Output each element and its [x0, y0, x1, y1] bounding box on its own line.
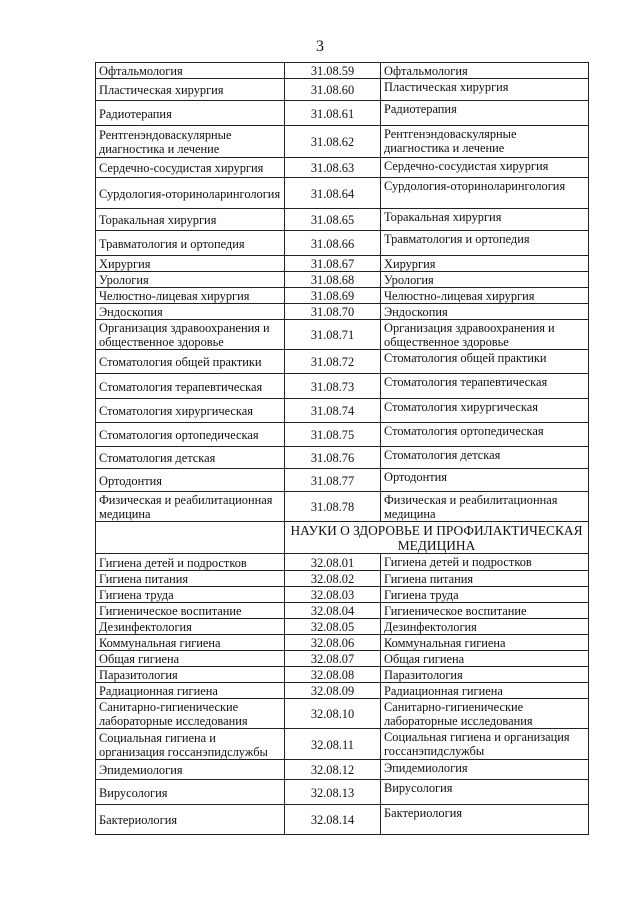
table-row	[96, 288, 589, 304]
code-cell: 31.08.74	[285, 399, 381, 423]
table-row	[96, 423, 589, 447]
table-row	[96, 571, 589, 587]
specialty-name-cell: Гигиена питания	[381, 571, 589, 587]
code-cell: 32.08.08	[285, 667, 381, 683]
specialty-name-cell: Радиотерапия	[381, 101, 589, 126]
table-row	[96, 469, 589, 492]
specialty-name-cell: Стоматология общей практики	[96, 350, 285, 374]
table-row	[96, 350, 589, 374]
specialty-name-cell: Радиационная гигиена	[96, 683, 285, 699]
code-cell: 31.08.64	[285, 178, 381, 209]
table-row	[96, 651, 589, 667]
table-row	[96, 79, 589, 101]
table-row	[96, 729, 589, 760]
specialty-name-cell: Стоматология ортопедическая	[381, 423, 589, 447]
specialty-name-cell: Офтальмология	[96, 63, 285, 79]
specialty-name-cell: Гигиена труда	[96, 587, 285, 603]
table-row	[96, 374, 589, 399]
table-row	[96, 805, 589, 835]
code-cell: 31.08.62	[285, 126, 381, 158]
table-row	[96, 304, 589, 320]
specialty-name-cell: Травматология и ортопедия	[381, 231, 589, 256]
table-row	[96, 587, 589, 603]
specialty-name-cell: Бактериология	[96, 805, 285, 835]
specialty-name-cell: Пластическая хирургия	[96, 79, 285, 101]
specialty-name-cell: Стоматология детская	[381, 447, 589, 469]
specialty-name-cell: Физическая и реабилитационная медицина	[381, 492, 589, 522]
table-row	[96, 667, 589, 683]
code-cell: 32.08.03	[285, 587, 381, 603]
specialty-name-cell: Гигиена детей и подростков	[381, 554, 589, 571]
code-cell: 32.08.14	[285, 805, 381, 835]
specialty-name-cell: Хирургия	[381, 256, 589, 272]
table-row	[96, 492, 589, 522]
specialty-name-cell: Челюстно-лицевая хирургия	[381, 288, 589, 304]
table-row	[96, 126, 589, 158]
code-cell: 31.08.65	[285, 209, 381, 231]
specialty-name-cell: Дезинфектология	[381, 619, 589, 635]
specialty-name-cell: Коммунальная гигиена	[381, 635, 589, 651]
specialty-name-cell: Вирусология	[96, 780, 285, 805]
table-row	[96, 447, 589, 469]
code-cell: 31.08.68	[285, 272, 381, 288]
code-cell: 31.08.72	[285, 350, 381, 374]
code-cell: 32.08.10	[285, 699, 381, 729]
specialty-name-cell: Коммунальная гигиена	[96, 635, 285, 651]
specialty-name-cell: Гигиеническое воспитание	[381, 603, 589, 619]
table-row	[96, 635, 589, 651]
code-cell: 31.08.67	[285, 256, 381, 272]
specialty-name-cell: Пластическая хирургия	[381, 79, 589, 101]
table-row	[96, 683, 589, 699]
section-title: НАУКИ О ЗДОРОВЬЕ И ПРОФИЛАКТИЧЕСКАЯ МЕДИЦИНА	[285, 522, 589, 554]
specialty-name-cell: Рентгенэндоваскулярные диагностика и лечение	[381, 126, 589, 158]
specialty-name-cell: Радиотерапия	[96, 101, 285, 126]
specialty-name-cell: Стоматология детская	[96, 447, 285, 469]
table-row	[96, 101, 589, 126]
table-row	[96, 780, 589, 805]
code-cell: 32.08.11	[285, 729, 381, 760]
specialty-name-cell: Эпидемиология	[96, 760, 285, 780]
code-cell: 32.08.06	[285, 635, 381, 651]
table-row	[96, 272, 589, 288]
specialty-name-cell: Гигиена питания	[96, 571, 285, 587]
specialty-name-cell: Паразитология	[96, 667, 285, 683]
specialty-name-cell: Сурдология-оториноларингология	[96, 178, 285, 209]
specialty-name-cell: Торакальная хирургия	[96, 209, 285, 231]
specialty-name-cell: Организация здравоохранения и общественное здоровье	[381, 320, 589, 350]
specialty-name-cell: Офтальмология	[381, 63, 589, 79]
code-cell: 31.08.78	[285, 492, 381, 522]
table-row	[96, 320, 589, 350]
specialty-name-cell: Стоматология ортопедическая	[96, 423, 285, 447]
specialty-name-cell: Эндоскопия	[96, 304, 285, 320]
specialty-name-cell: Стоматология терапевтическая	[96, 374, 285, 399]
page-number: 3	[316, 38, 324, 55]
table-row	[96, 256, 589, 272]
specialty-name-cell: Гигиена труда	[381, 587, 589, 603]
code-cell: 32.08.12	[285, 760, 381, 780]
specialty-name-cell: Урология	[96, 272, 285, 288]
specialty-name-cell: Стоматология общей практики	[381, 350, 589, 374]
code-cell: 32.08.01	[285, 554, 381, 571]
table-row	[96, 699, 589, 729]
code-cell: 32.08.05	[285, 619, 381, 635]
specialties-table	[95, 62, 589, 835]
code-cell: 31.08.71	[285, 320, 381, 350]
code-cell: 31.08.66	[285, 231, 381, 256]
specialty-name-cell: Радиационная гигиена	[381, 683, 589, 699]
specialty-name-cell: Урология	[381, 272, 589, 288]
specialty-name-cell: Хирургия	[96, 256, 285, 272]
specialty-name-cell: Ортодонтия	[96, 469, 285, 492]
table-row	[96, 399, 589, 423]
specialty-name-cell: Челюстно-лицевая хирургия	[96, 288, 285, 304]
specialty-name-cell: Вирусология	[381, 780, 589, 805]
specialty-name-cell: Гигиеническое воспитание	[96, 603, 285, 619]
specialty-name-cell: Сердечно-сосудистая хирургия	[381, 158, 589, 178]
specialty-name-cell: Организация здравоохранения и общественное здоровье	[96, 320, 285, 350]
specialty-name-cell: Сурдология-оториноларингология	[381, 178, 589, 209]
code-cell: 32.08.13	[285, 780, 381, 805]
specialty-name-cell: Травматология и ортопедия	[96, 231, 285, 256]
specialty-name-cell: Стоматология хирургическая	[96, 399, 285, 423]
code-cell: 31.08.73	[285, 374, 381, 399]
table-row	[96, 209, 589, 231]
table-row	[96, 231, 589, 256]
specialty-name-cell: Бактериология	[381, 805, 589, 835]
code-cell: 31.08.60	[285, 79, 381, 101]
specialty-name-cell: Санитарно-гигиенические лабораторные исследования	[381, 699, 589, 729]
code-cell: 31.08.63	[285, 158, 381, 178]
specialty-name-cell: Стоматология терапевтическая	[381, 374, 589, 399]
code-cell: 31.08.59	[285, 63, 381, 79]
empty-cell	[96, 522, 285, 554]
table-row	[96, 603, 589, 619]
code-cell: 31.08.70	[285, 304, 381, 320]
code-cell: 31.08.77	[285, 469, 381, 492]
specialty-name-cell: Эндоскопия	[381, 304, 589, 320]
code-cell: 31.08.61	[285, 101, 381, 126]
specialty-name-cell: Торакальная хирургия	[381, 209, 589, 231]
table-row	[96, 178, 589, 209]
specialty-name-cell: Эпидемиология	[381, 760, 589, 780]
section-header-row	[96, 522, 589, 554]
specialty-name-cell: Паразитология	[381, 667, 589, 683]
specialty-name-cell: Сердечно-сосудистая хирургия	[96, 158, 285, 178]
specialty-name-cell: Санитарно-гигиенические лабораторные исследования	[96, 699, 285, 729]
specialty-name-cell: Социальная гигиена и организация госсанэпидслужбы	[96, 729, 285, 760]
code-cell: 32.08.04	[285, 603, 381, 619]
specialty-name-cell: Общая гигиена	[96, 651, 285, 667]
specialty-name-cell: Рентгенэндоваскулярные диагностика и лечение	[96, 126, 285, 158]
table-row	[96, 554, 589, 571]
table-row	[96, 619, 589, 635]
table-row	[96, 760, 589, 780]
code-cell: 32.08.02	[285, 571, 381, 587]
table-row	[96, 158, 589, 178]
code-cell: 32.08.07	[285, 651, 381, 667]
code-cell: 31.08.76	[285, 447, 381, 469]
specialty-name-cell: Общая гигиена	[381, 651, 589, 667]
specialty-name-cell: Физическая и реабилитационная медицина	[96, 492, 285, 522]
code-cell: 31.08.75	[285, 423, 381, 447]
specialty-name-cell: Ортодонтия	[381, 469, 589, 492]
specialty-name-cell: Стоматология хирургическая	[381, 399, 589, 423]
specialty-name-cell: Гигиена детей и подростков	[96, 554, 285, 571]
table-row	[96, 63, 589, 79]
code-cell: 31.08.69	[285, 288, 381, 304]
specialty-name-cell: Социальная гигиена и организация госсанэпидслужбы	[381, 729, 589, 760]
specialty-name-cell: Дезинфектология	[96, 619, 285, 635]
code-cell: 32.08.09	[285, 683, 381, 699]
